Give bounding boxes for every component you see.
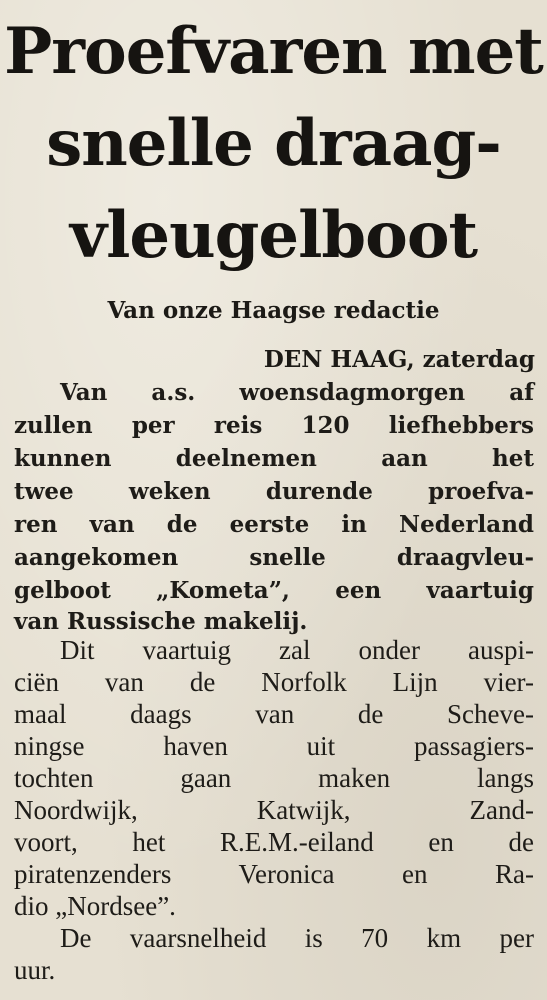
body-line: ningse haven uit passagiers- bbox=[14, 731, 534, 761]
body-line: twee weken durende proefva- bbox=[14, 478, 534, 505]
body-line: ciën van de Norfolk Lijn vier- bbox=[14, 667, 534, 697]
body-line: dio „Nordsee”. bbox=[14, 891, 176, 921]
body-line: maal daags van de Scheve- bbox=[14, 699, 534, 729]
body-line: aangekomen snelle draagvleu- bbox=[14, 544, 534, 571]
body-line: piratenzenders Veronica en Ra- bbox=[14, 859, 534, 889]
body-line: van Russische makelij. bbox=[14, 608, 308, 635]
body-line: De vaarsnelheid is 70 km per bbox=[60, 923, 534, 953]
body-line: zullen per reis 120 liefhebbers bbox=[14, 412, 534, 439]
body-line: Dit vaartuig zal onder auspi- bbox=[60, 635, 534, 665]
body-line: tochten gaan maken langs bbox=[14, 763, 534, 793]
body-line: uur. bbox=[14, 955, 56, 985]
headline-line-3: vleugelboot bbox=[69, 198, 478, 273]
headline-line-1: Proefvaren met bbox=[4, 14, 543, 89]
headline-line-2: snelle draag- bbox=[46, 106, 501, 181]
byline: Van onze Haagse redactie bbox=[107, 297, 440, 324]
body-line: Noordwijk, Katwijk, Zand- bbox=[14, 795, 534, 825]
body-line: Van a.s. woensdagmorgen af bbox=[60, 379, 534, 406]
body-line: gelboot „Kometa”, een vaartuig bbox=[14, 577, 534, 604]
body-line: voort, het R.E.M.-eiland en de bbox=[14, 827, 534, 857]
dateline: DEN HAAG, zaterdag bbox=[263, 346, 535, 373]
body-line: ren van de eerste in Nederland bbox=[14, 511, 534, 538]
body-line: kunnen deelnemen aan het bbox=[14, 445, 534, 472]
